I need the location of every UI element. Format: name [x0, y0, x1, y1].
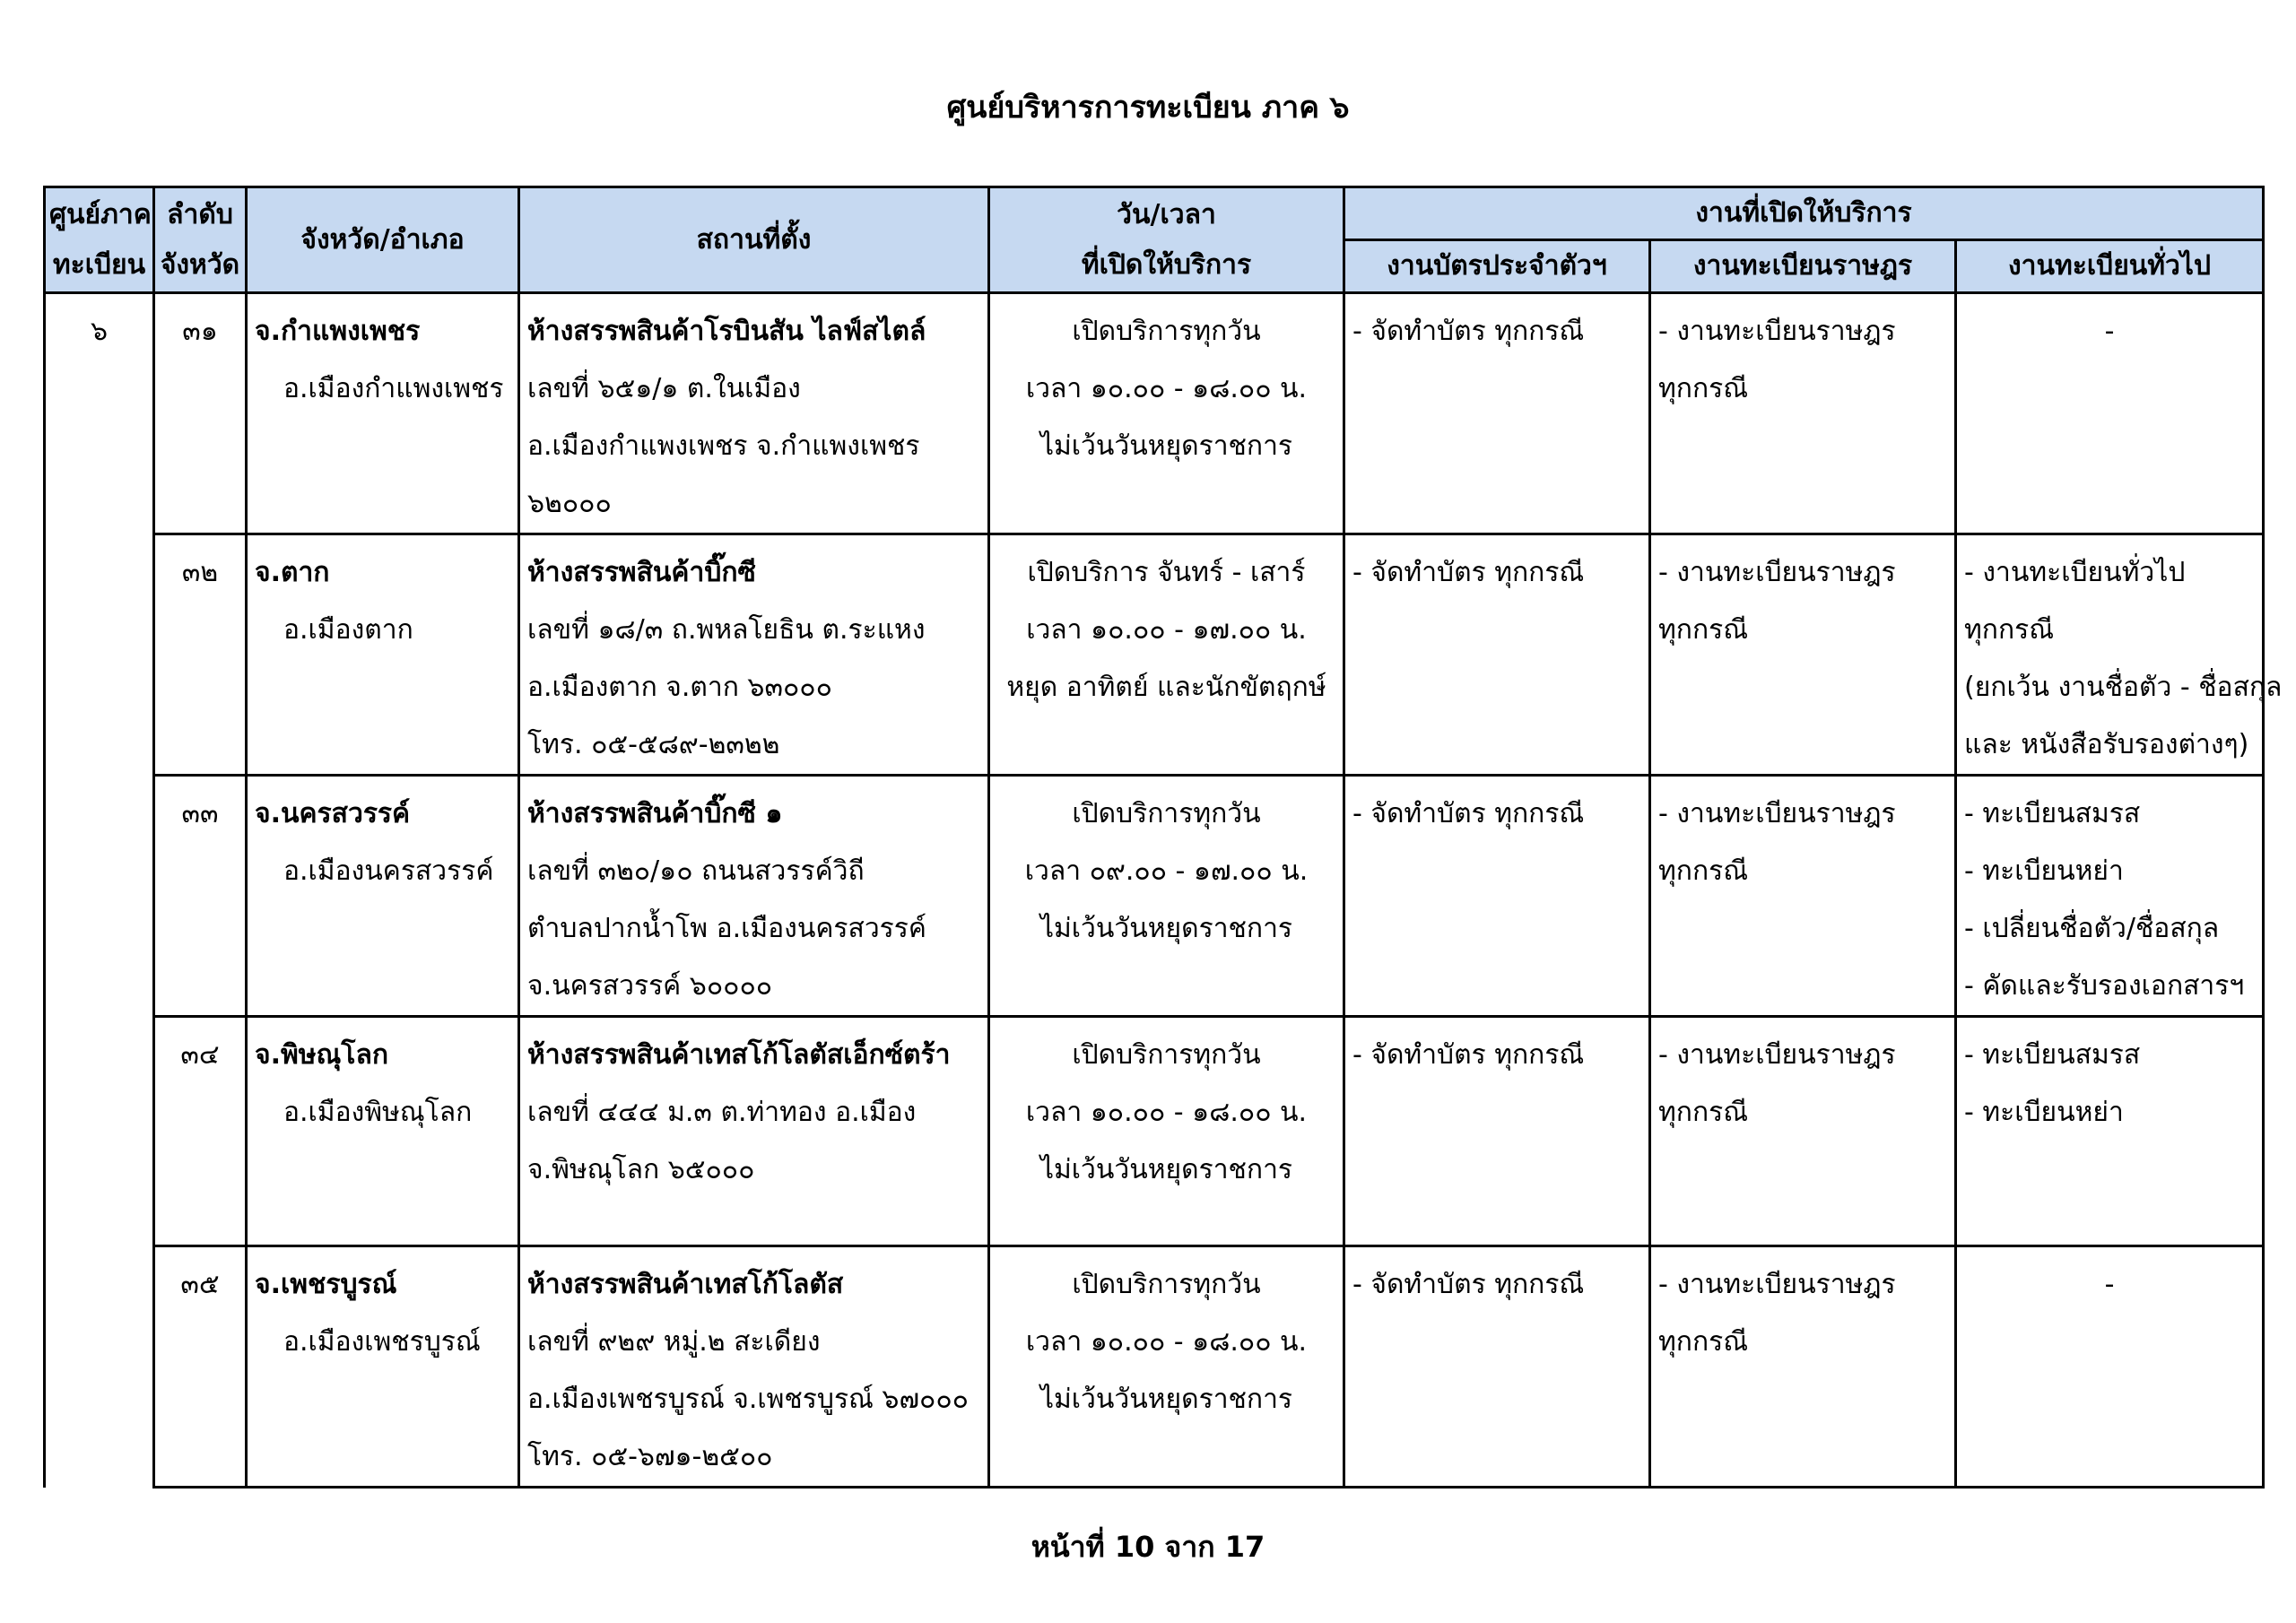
registration-centers-table [43, 186, 2283, 1488]
service-time-line: เปิดบริการ จันทร์ - เสาร์ [1027, 557, 1306, 588]
civil-registration-service-cell [1650, 293, 1956, 534]
location-cell [519, 776, 989, 1017]
service-time-cell [989, 776, 1344, 1017]
service-time-line: ไม่เว้นวันหยุดราชการ [1039, 913, 1293, 944]
general-registration-service-line: (ยกเว้น งานชื่อตัว - ชื่อสกุล [1964, 672, 2283, 703]
table-body [45, 293, 2283, 1488]
province-name: จ.กำแพงเพชร [255, 316, 421, 347]
header-time [989, 187, 1344, 293]
service-time-line: ไม่เว้นวันหยุดราชการ [1039, 430, 1293, 462]
service-time-cell [989, 534, 1344, 776]
service-time-line: เปิดบริการทุกวัน [1072, 1039, 1261, 1071]
general-registration-service-cell [1956, 534, 2283, 776]
service-time-line: เวลา ๑๐.๐๐ - ๑๘.๐๐ น. [1025, 1097, 1308, 1128]
general-registration-service-line: - ทะเบียนสมรส [1964, 1039, 2141, 1071]
order-cell: ๓๒ [154, 534, 247, 776]
location-line: โทร. ๐๕-๕๘๙-๒๓๒๒ [527, 729, 780, 760]
header-province: จังหวัด/อำเภอ [247, 187, 519, 293]
id-card-service-cell [1344, 293, 1650, 534]
table-row [45, 1017, 2264, 1246]
order-cell: ๓๔ [154, 1017, 247, 1246]
header-services: งานที่เปิดให้บริการ [1344, 187, 2264, 240]
civil-registration-service-cell [1650, 1246, 1956, 1488]
location-line: ห้างสรรพสินค้าเทสโก้โลตัส [527, 1269, 844, 1300]
table-row [45, 293, 2264, 534]
location-cell [519, 293, 989, 534]
service-time-cell [989, 1246, 1344, 1488]
province-name: จ.เพชรบูรณ์ [255, 1269, 397, 1300]
id-card-service-cell [1344, 776, 1650, 1017]
header-location: สถานที่ตั้ง [519, 187, 989, 293]
civil-registration-service-line: ทุกกรณี [1658, 1097, 1749, 1128]
location-line: เลขที่ ๑๘/๓ ถ.พหลโยธิน ต.ระแหง [527, 614, 926, 646]
order-cell: ๓๕ [154, 1246, 247, 1488]
general-registration-service-line: - งานทะเบียนทั่วไป [1964, 557, 2186, 588]
region-cell: ๖ [45, 293, 154, 1488]
header-region [45, 187, 154, 293]
district-name: อ.เมืองพิษณุโลก [283, 1097, 473, 1128]
id-card-service-cell [1344, 1017, 1650, 1246]
location-cell [519, 1017, 989, 1246]
civil-registration-service-line: - งานทะเบียนราษฎร [1658, 1039, 1896, 1071]
id-card-service-cell [1344, 534, 1650, 776]
id-card-service-line: - จัดทำบัตร ทุกกรณี [1352, 316, 1585, 347]
order-cell: ๓๑ [154, 293, 247, 534]
header-time-line-2: ที่เปิดให้บริการ [1081, 248, 1252, 281]
order-cell: ๓๓ [154, 776, 247, 1017]
general-registration-service-line: ทุกกรณี [1964, 614, 2055, 646]
header-order [154, 187, 247, 293]
province-cell [247, 534, 519, 776]
civil-registration-service-line: - งานทะเบียนราษฎร [1658, 1269, 1896, 1300]
general-registration-service-line: - คัดและรับรองเอกสารฯ [1964, 970, 2245, 1002]
id-card-service-cell [1344, 1246, 1650, 1488]
service-time-line: เวลา ๐๙.๐๐ - ๑๗.๐๐ น. [1024, 855, 1309, 887]
province-cell [247, 293, 519, 534]
civil-registration-service-line: ทุกกรณี [1658, 373, 1749, 404]
header-general-registration: งานทะเบียนทั่วไป [1956, 240, 2264, 293]
table-row [45, 776, 2264, 1017]
table-row [45, 1246, 2264, 1488]
id-card-service-line: - จัดทำบัตร ทุกกรณี [1352, 557, 1585, 588]
header-order-line-2: จังหวัด [160, 248, 240, 281]
civil-registration-service-cell [1650, 534, 1956, 776]
general-registration-service-line: - ทะเบียนหย่า [1964, 1097, 2124, 1128]
general-registration-service-cell [1956, 293, 2264, 534]
general-registration-service-line: - [2104, 316, 2115, 347]
civil-registration-service-line: - งานทะเบียนราษฎร [1658, 798, 1896, 829]
civil-registration-service-line: ทุกกรณี [1658, 1326, 1749, 1358]
service-time-line: เปิดบริการทุกวัน [1072, 316, 1261, 347]
district-name: อ.เมืองกำแพงเพชร [283, 373, 504, 404]
location-line: อ.เมืองเพชรบูรณ์ จ.เพชรบูรณ์ ๖๗๐๐๐ [527, 1384, 969, 1415]
service-time-line: ไม่เว้นวันหยุดราชการ [1039, 1154, 1293, 1185]
province-name: จ.นครสวรรค์ [255, 798, 411, 829]
location-cell [519, 534, 989, 776]
district-name: อ.เมืองเพชรบูรณ์ [283, 1326, 481, 1358]
location-line: โทร. ๐๕-๖๗๑-๒๕๐๐ [527, 1441, 773, 1472]
service-time-line: ไม่เว้นวันหยุดราชการ [1039, 1384, 1293, 1415]
location-line: จ.นครสวรรค์ ๖๐๐๐๐ [527, 970, 773, 1002]
location-line: เลขที่ ๙๒๙ หมู่.๒ สะเดียง [527, 1326, 821, 1358]
civil-registration-service-line: ทุกกรณี [1658, 855, 1749, 887]
header-order-line-1: ลำดับ [167, 198, 233, 230]
general-registration-service-cell [1956, 1246, 2264, 1488]
province-cell [247, 776, 519, 1017]
location-cell [519, 1246, 989, 1488]
general-registration-service-cell [1956, 776, 2264, 1017]
location-line: ห้างสรรพสินค้าเทสโก้โลตัสเอ็กซ์ตร้า [527, 1039, 951, 1071]
general-registration-service-line: - ทะเบียนหย่า [1964, 855, 2124, 887]
location-line: เลขที่ ๔๔๔ ม.๓ ต.ท่าทอง อ.เมือง [527, 1097, 917, 1128]
general-registration-service-line: - ทะเบียนสมรส [1964, 798, 2141, 829]
general-registration-service-line: - เปลี่ยนชื่อตัว/ชื่อสกุล [1964, 913, 2220, 944]
civil-registration-service-cell [1650, 776, 1956, 1017]
district-name: อ.เมืองตาก [283, 614, 413, 646]
civil-registration-service-line: - งานทะเบียนราษฎร [1658, 557, 1896, 588]
civil-registration-service-line: ทุกกรณี [1658, 614, 1749, 646]
header-region-line-2: ทะเบียน [52, 248, 146, 281]
province-cell [247, 1017, 519, 1246]
service-time-line: เปิดบริการทุกวัน [1072, 798, 1261, 829]
id-card-service-line: - จัดทำบัตร ทุกกรณี [1352, 798, 1585, 829]
id-card-service-line: - จัดทำบัตร ทุกกรณี [1352, 1039, 1585, 1071]
location-line: เลขที่ ๖๕๑/๑ ต.ในเมือง [527, 373, 801, 404]
location-line: อ.เมืองกำแพงเพชร จ.กำแพงเพชร [527, 430, 920, 462]
page-title: ศูนย์บริหารการทะเบียน ภาค ๖ [946, 90, 1350, 126]
location-line: อ.เมืองตาก จ.ตาก ๖๓๐๐๐ [527, 672, 832, 703]
district-name: อ.เมืองนครสวรรค์ [283, 855, 494, 887]
location-line: ห้างสรรพสินค้าบิ๊กซี [527, 557, 756, 588]
header-id-card: งานบัตรประจำตัวฯ [1344, 240, 1650, 293]
service-time-line: เปิดบริการทุกวัน [1072, 1269, 1261, 1300]
location-line: ๖๒๐๐๐ [527, 488, 612, 519]
location-line: จ.พิษณุโลก ๖๕๐๐๐ [527, 1154, 755, 1185]
service-time-line: เวลา ๑๐.๐๐ - ๑๗.๐๐ น. [1026, 614, 1307, 646]
general-registration-service-line: และ หนังสือรับรองต่างๆ) [1964, 729, 2249, 760]
service-time-line: หยุด อาทิตย์ และนักขัตฤกษ์ [1006, 672, 1326, 703]
service-time-cell [989, 1017, 1344, 1246]
province-name: จ.ตาก [255, 557, 330, 588]
province-cell [247, 1246, 519, 1488]
location-line: ห้างสรรพสินค้าบิ๊กซี ๑ [527, 798, 783, 829]
id-card-service-line: - จัดทำบัตร ทุกกรณี [1352, 1269, 1585, 1300]
service-time-cell [989, 293, 1344, 534]
service-time-line: เวลา ๑๐.๐๐ - ๑๘.๐๐ น. [1025, 1326, 1308, 1358]
header-region-line-1: ศูนย์ภาค [49, 198, 152, 230]
civil-registration-service-cell [1650, 1017, 1956, 1246]
location-line: ตำบลปากน้ำโพ อ.เมืองนครสวรรค์ [527, 913, 926, 944]
general-registration-service-line: - [2104, 1269, 2115, 1300]
general-registration-service-cell [1956, 1017, 2264, 1246]
header-time-line-1: วัน/เวลา [1117, 198, 1216, 230]
page-footer: หน้าที่ 10 จาก 17 [1031, 1530, 1265, 1564]
civil-registration-service-line: - งานทะเบียนราษฎร [1658, 316, 1896, 347]
table-row [45, 534, 2264, 776]
province-name: จ.พิษณุโลก [255, 1039, 389, 1071]
location-line: ห้างสรรพสินค้าโรบินสัน ไลฟ์สไตล์ [527, 316, 926, 347]
location-line: เลขที่ ๓๒๐/๑๐ ถนนสวรรค์วิถี [527, 855, 865, 887]
header-civil-registration: งานทะเบียนราษฎร [1650, 240, 1956, 293]
service-time-line: เวลา ๑๐.๐๐ - ๑๘.๐๐ น. [1025, 373, 1308, 404]
